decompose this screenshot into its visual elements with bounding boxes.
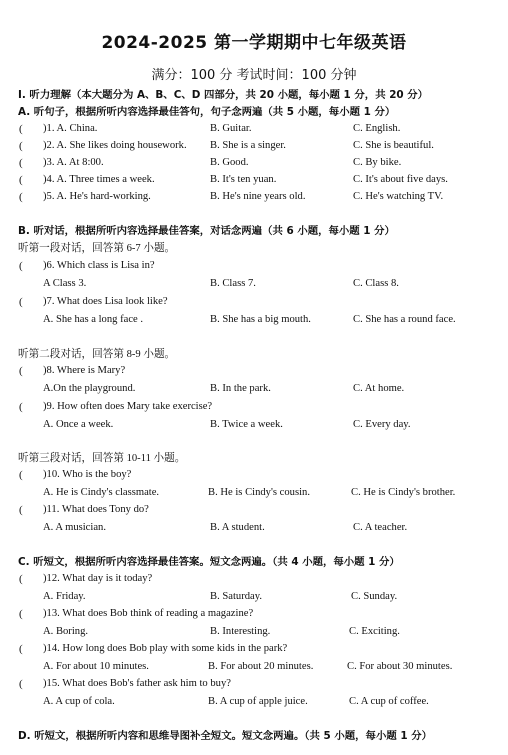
answer-blank[interactable]: ( [19,157,23,169]
option-b: B. She is a singer. [210,140,286,151]
option-c: C. He's watching TV. [353,191,444,202]
option-b: B. Guitar. [210,123,252,134]
option-b: B. She has a big mouth. [210,314,311,325]
option-a: A.On the playground. [43,383,136,394]
option-b: B. Good. [210,157,249,168]
option-a: A. He is Cindy's classmate. [43,487,160,498]
option-a: A. Friday. [43,591,86,602]
option-a: A Class 3. [43,278,87,289]
option-c: C. English. [353,123,401,134]
option-a: A. Boring. [43,626,89,637]
option-c: C. A cup of coffee. [349,696,429,707]
option-c: C. It's about five days. [353,174,448,185]
question-text: )5. A. He's hard-working. [43,191,151,202]
option-a: A. A musician. [43,522,106,533]
option-c: C. Sunday. [351,591,398,602]
option-b: B. A cup of apple juice. [208,696,308,707]
question-text: )13. What does Bob think of reading a magazine? [43,608,254,619]
option-b: B. He is Cindy's cousin. [208,487,310,498]
answer-blank[interactable]: ( [19,191,23,203]
answer-blank[interactable]: ( [19,469,23,481]
option-c: C. At home. [353,383,405,394]
question-text: )4. A. Three times a week. [43,174,155,185]
answer-blank[interactable]: ( [19,401,23,413]
option-b: B. In the park. [210,383,271,394]
answer-blank[interactable]: ( [19,573,23,585]
question-text: )7. What does Lisa look like? [43,296,168,307]
option-c: C. By bike. [353,157,402,168]
option-b: B. Interesting. [210,626,271,637]
option-b: B. Twice a week. [210,419,283,430]
option-b: B. It's ten yuan. [210,174,277,185]
question-text: )10. Who is the boy? [43,469,132,480]
answer-blank[interactable]: ( [19,365,23,377]
answer-blank[interactable]: ( [19,504,23,516]
question-text: )2. A. She likes doing housework. [43,140,187,151]
question-text: )8. Where is Mary? [43,365,126,376]
option-c: C. Class 8. [353,278,399,289]
dialogue-2-instruction: 听第二段对话，回答第 8-9 小题。 [18,349,176,360]
answer-blank[interactable]: ( [19,260,23,272]
question-text: )12. What day is it today? [43,573,153,584]
option-c: C. Exciting. [349,626,400,637]
option-a: A. For about 10 minutes. [43,661,149,672]
question-text: )6. Which class is Lisa in? [43,260,155,271]
option-b: B. He's nine years old. [210,191,306,202]
answer-blank[interactable]: ( [19,608,23,620]
question-text: )9. How often does Mary take exercise? [43,401,213,412]
dialogue-3-instruction: 听第三段对话，回答第 10-11 小题。 [18,453,186,464]
option-c: C. For about 30 minutes. [347,661,453,672]
part1-heading: I. 听力理解（本大题分为 A、B、C、D 四部分，共 20 小题，每小题 1 分，共 20 分） [18,89,429,101]
question-text: )15. What does Bob's father ask him to buy? [43,678,231,689]
question-text: )3. A. At 8:00. [43,157,104,168]
answer-blank[interactable]: ( [19,678,23,690]
section-c-heading: C. 听短文，根据所听内容选择最佳答案。短文念两遍。（共 4 小题，每小题 1 分） [18,556,400,568]
answer-blank[interactable]: ( [19,140,23,152]
section-a-heading: A. 听句子，根据所听内容选择最佳答句，句子念两遍（共 5 小题，每小题 1 分） [18,106,396,118]
section-b-heading: B. 听对话，根据所听内容选择最佳答案，对话念两遍（共 6 小题，每小题 1 分） [18,225,395,237]
page-title: 2024-2025 第一学期期中七年级英语 [101,33,407,53]
section-d-heading: D. 听短文，根据所听内容和思维导图补全短文。短文念两遍。（共 5 小题，每小题 1 分） [18,730,432,742]
option-b: B. Class 7. [210,278,256,289]
answer-blank[interactable]: ( [19,123,23,135]
dialogue-1-instruction: 听第一段对话，回答第 6-7 小题。 [18,243,176,254]
option-c: C. He is Cindy's brother. [351,487,456,498]
option-c: C. Every day. [353,419,411,430]
question-text: )1. A. China. [43,123,98,134]
answer-blank[interactable]: ( [19,296,23,308]
option-a: A. A cup of cola. [43,696,115,707]
option-c: C. She has a round face. [353,314,456,325]
exam-info: 满分：100 分 考试时间：100 分钟 [151,68,357,83]
answer-blank[interactable]: ( [19,174,23,186]
option-c: C. She is beautiful. [353,140,434,151]
question-text: )11. What does Tony do? [43,504,149,515]
option-b: B. For about 20 minutes. [208,661,314,672]
option-c: C. A teacher. [353,522,408,533]
option-b: B. Saturday. [210,591,262,602]
question-text: )14. How long does Bob play with some kids in the park? [43,643,288,654]
answer-blank[interactable]: ( [19,643,23,655]
option-b: B. A student. [210,522,265,533]
option-a: A. Once a week. [43,419,114,430]
option-a: A. She has a long face . [43,314,144,325]
